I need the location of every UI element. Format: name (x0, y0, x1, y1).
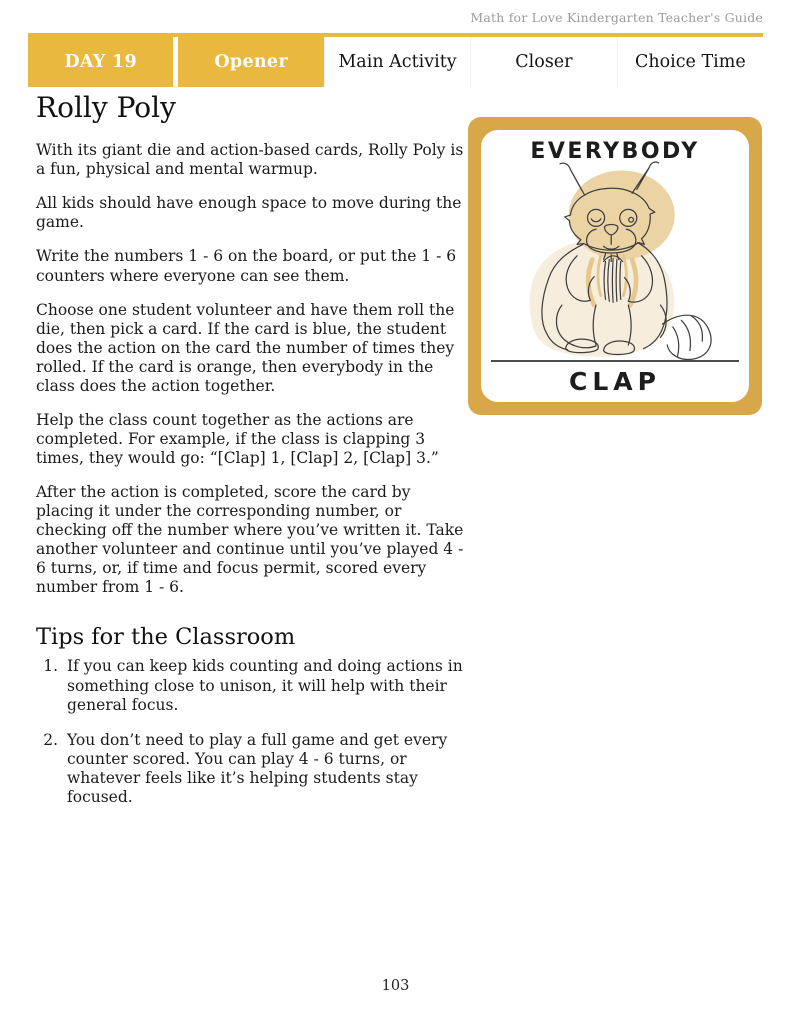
main-content (36, 92, 466, 823)
raccoon-clapping-illustration (483, 161, 747, 362)
activity-card-inner (481, 130, 749, 402)
tips-list (36, 657, 466, 806)
body-paragraph: Write the numbers 1 - 6 on the board, or put the 1 - 6 counters where everyone can see them. (36, 247, 457, 285)
tip-text: If you can keep kids counting and doing actions in something close to unison, it will help with their general focus. (67, 657, 463, 714)
body-paragraph: Help the class count together as the actions are completed. For example, if the class is clapping 3 times, they would go: “[Clap] 1, [Clap] 2, [Clap] 3.” (36, 410, 439, 467)
tab-closer: Closer (470, 37, 616, 87)
page-title: Rolly Poly (36, 91, 176, 124)
doc-header-title: Math for Love Kindergarten Teacher's Guide (470, 10, 763, 25)
card-top-label: EVERYBODY (530, 139, 700, 164)
tab-day-label: DAY 19 (28, 37, 173, 87)
page-number: 103 (381, 978, 410, 994)
tips-heading: Tips for the Classroom (36, 624, 296, 651)
body-paragraph: Choose one student volunteer and have them roll the die, then pick a card. If the card is blue, the student does the action on the card the number of times they rolled. If the card is orange, then everybody in the class does the action together. (36, 300, 455, 395)
body-paragraph: All kids should have enough space to move during the game. (36, 194, 462, 232)
card-bottom-label: CLAP (569, 367, 661, 396)
tab-choice-time: Choice Time (617, 37, 763, 87)
tab-main-activity: Main Activity (324, 37, 470, 87)
tab-bar (28, 33, 763, 87)
tip-text: You don’t need to play a full game and get every counter scored. You can play 4 - 6 turns, or whatever feels like it’s helping students stay focused. (67, 730, 448, 806)
body-paragraph: After the action is completed, score the card by placing it under the corresponding number, or checking off the number where you’ve written it. Take another volunteer and continue until you’ve played 4 - 6 turns, or, if time and focus permit, scored every number from 1 - 6. (36, 483, 464, 597)
tab-opener: Opener (178, 37, 323, 87)
tip-item (40, 731, 466, 807)
tip-number: 2. (43, 730, 58, 749)
tip-number: 1. (43, 657, 58, 676)
body-paragraph: With its giant die and action-based cards, Rolly Poly is a fun, physical and mental warmup. (36, 141, 464, 179)
activity-card (468, 117, 762, 415)
tip-item (40, 657, 466, 714)
